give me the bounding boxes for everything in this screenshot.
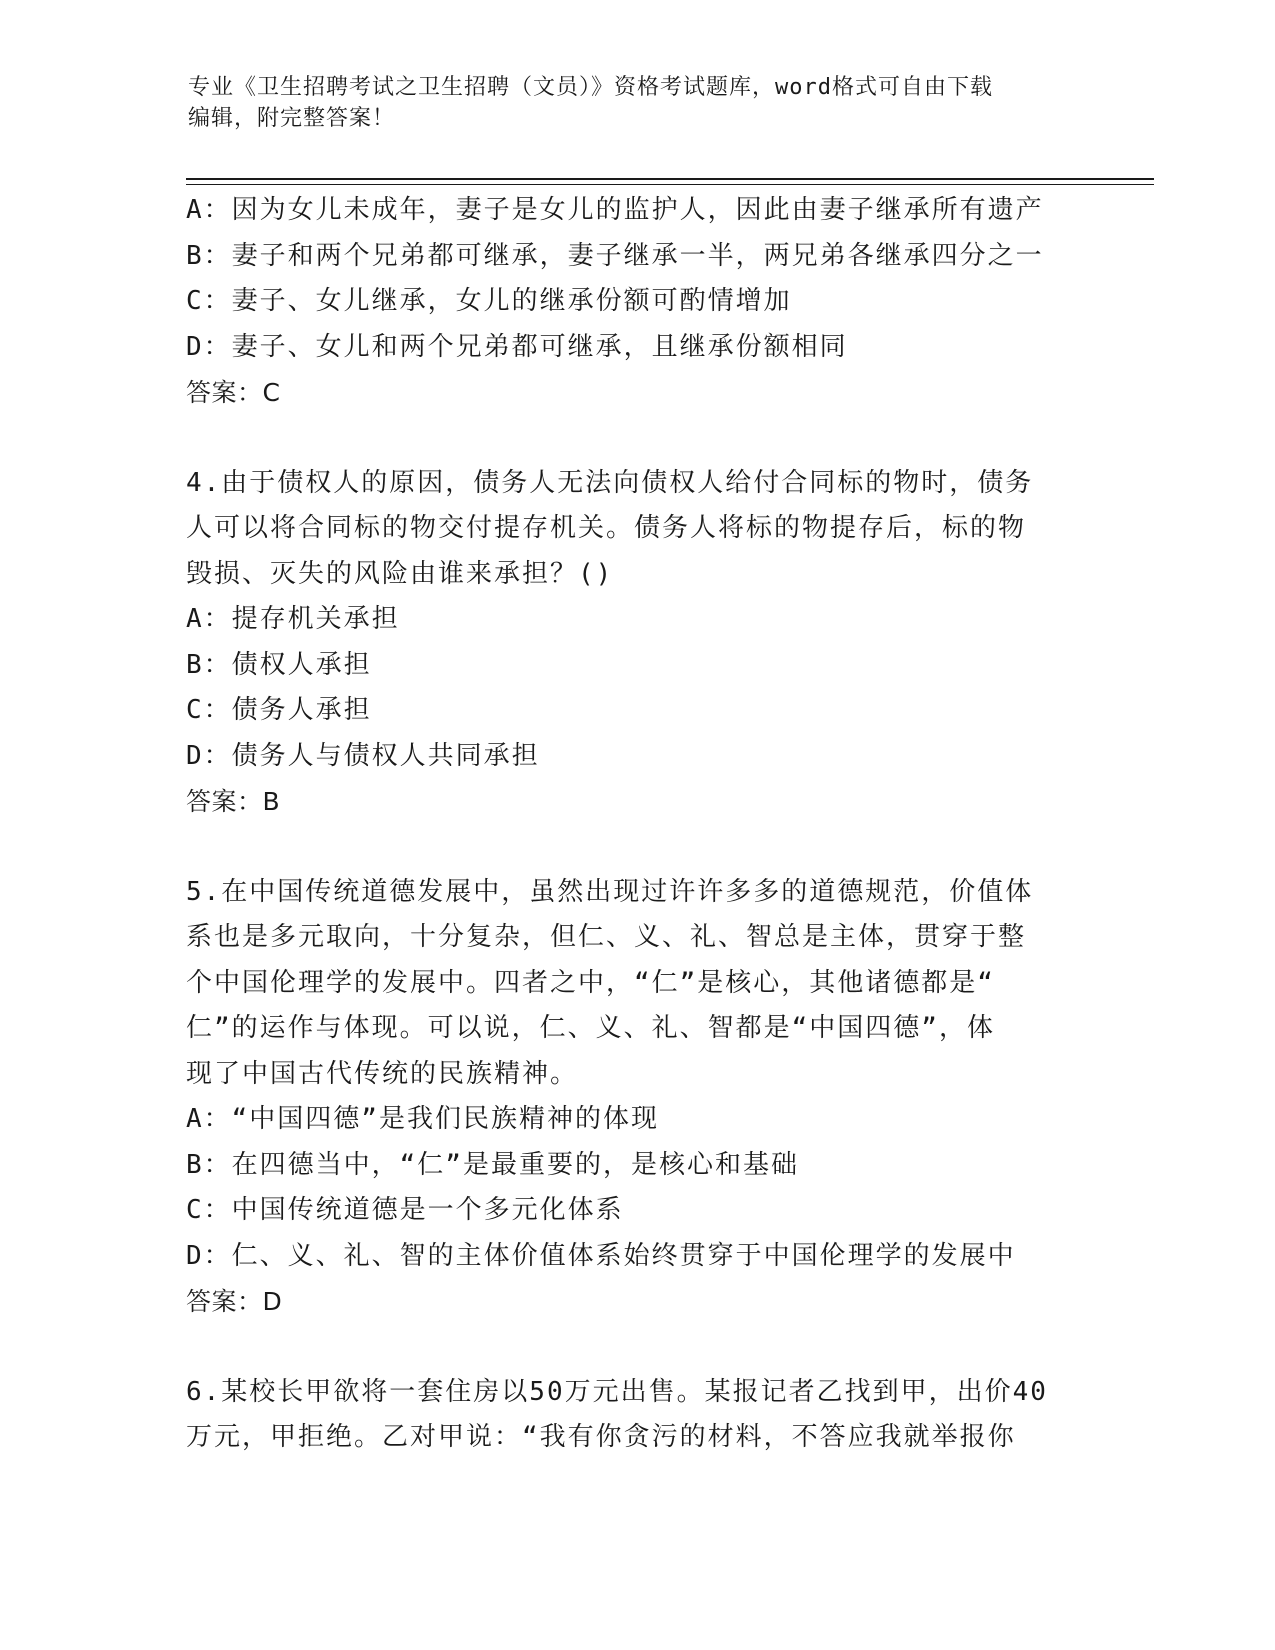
question-content bbox=[186, 188, 1086, 1461]
document-header bbox=[188, 72, 1068, 134]
option-a: A：提存机关承担 bbox=[186, 604, 400, 634]
answer-line: 答案：C bbox=[186, 378, 281, 407]
header-line-2: 编辑，附完整答案！ bbox=[188, 106, 396, 131]
spacer bbox=[186, 1325, 1086, 1370]
header-line-1: 专业《卫生招聘考试之卫生招聘（文员）》资格考试题库，word格式可自由下载 bbox=[188, 75, 993, 100]
option-d: D：仁、义、礼、智的主体价值体系始终贯穿于中国伦理学的发展中 bbox=[186, 1240, 1016, 1271]
option-d: D：妻子、女儿和两个兄弟都可继承，且继承份额相同 bbox=[186, 331, 848, 362]
question-6 bbox=[186, 1370, 1086, 1461]
answer-line: 答案：D bbox=[186, 1287, 283, 1316]
header-rule-thin bbox=[186, 184, 1154, 185]
question-3 bbox=[186, 188, 1086, 416]
option-c: C：中国传统道德是一个多元化体系 bbox=[186, 1195, 624, 1225]
question-stem-line: 现了中国古代传统的民族精神。 bbox=[186, 1058, 579, 1089]
question-stem-line: 仁”的运作与体现。可以说，仁、义、礼、智都是“中国四德”，体 bbox=[186, 1013, 995, 1043]
header-rule-thick bbox=[186, 178, 1154, 180]
question-5 bbox=[186, 870, 1086, 1325]
spacer bbox=[186, 825, 1086, 870]
question-stem-line: 人可以将合同标的物交付提存机关。债务人将标的物提存后，标的物 bbox=[186, 513, 1027, 543]
question-stem-line: 4.由于债权人的原因，债务人无法向债权人给付合同标的物时，债务 bbox=[186, 467, 1034, 498]
answer-line: 答案：B bbox=[186, 787, 281, 816]
option-c: C：妻子、女儿继承，女儿的继承份额可酌情增加 bbox=[186, 286, 792, 316]
question-stem-line: 系也是多元取向，十分复杂，但仁、义、礼、智总是主体，贯穿于整 bbox=[186, 922, 1027, 952]
question-stem-line: 5.在中国传统道德发展中，虽然出现过许许多多的道德规范，价值体 bbox=[186, 876, 1034, 907]
question-stem-line: 毁损、灭失的风险由谁来承担？() bbox=[186, 558, 614, 589]
question-stem-line: 万元，甲拒绝。乙对甲说：“我有你贪污的材料，不答应我就举报你 bbox=[186, 1422, 1016, 1452]
option-d: D：债务人与债权人共同承担 bbox=[186, 740, 540, 771]
option-b: B：在四德当中，“仁”是最重要的，是核心和基础 bbox=[186, 1149, 799, 1180]
question-stem-line: 个中国伦理学的发展中。四者之中，“仁”是核心，其他诸德都是“ bbox=[186, 967, 995, 998]
option-c: C：债务人承担 bbox=[186, 695, 372, 725]
option-a: A：“中国四德”是我们民族精神的体现 bbox=[186, 1104, 659, 1134]
question-stem-line: 6.某校长甲欲将一套住房以50万元出售。某报记者乙找到甲，出价40 bbox=[186, 1376, 1048, 1407]
question-4 bbox=[186, 461, 1086, 825]
option-b: B：妻子和两个兄弟都可继承，妻子继承一半，两兄弟各继承四分之一 bbox=[186, 240, 1044, 271]
spacer bbox=[186, 416, 1086, 461]
option-b: B：债权人承担 bbox=[186, 649, 372, 680]
option-a: A：因为女儿未成年，妻子是女儿的监护人，因此由妻子继承所有遗产 bbox=[186, 195, 1044, 225]
